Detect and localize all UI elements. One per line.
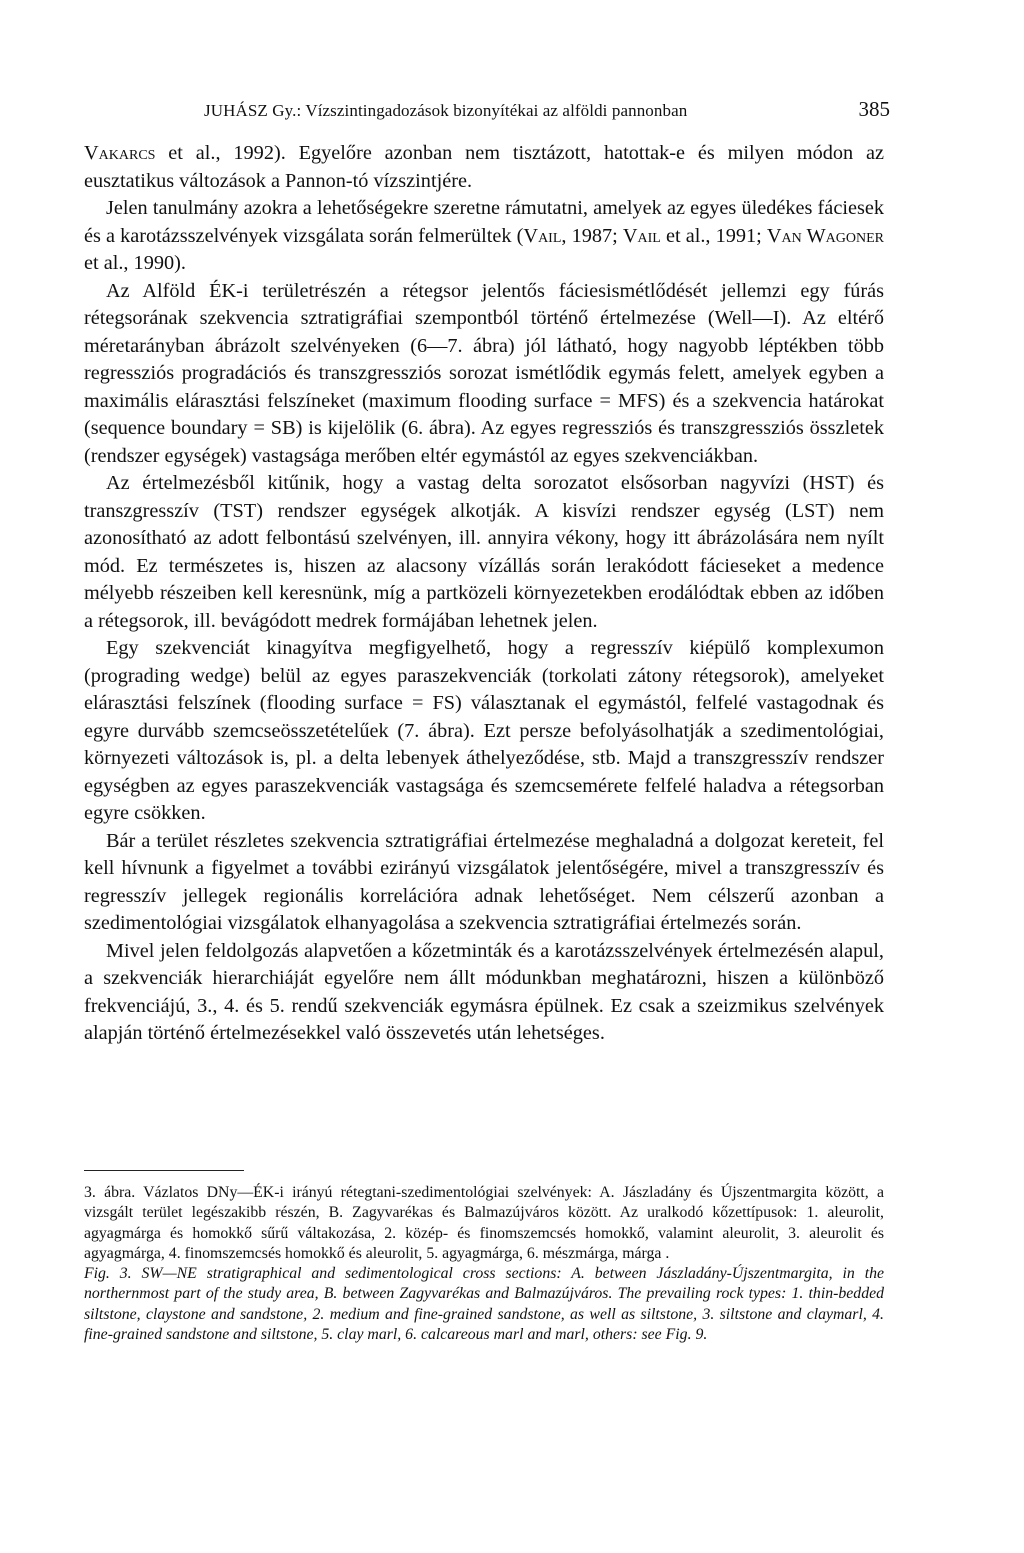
paragraph-1 [84,140,884,195]
paragraph-4: Az értelmezésből kitűnik, hogy a vastag delta sorozatot elsősorban nagyvízi (HST) és transzgresszív (TST) rendszer egységek alkotják. A kisvízi rendszer egység (LST) nem azonosítható az adott felbontású szelvényen, ill. annyira vékony, hogy itt ábrázolására nem nyílt mód. Ez természetes is, hiszen az alacsony vízállás során lerakódott fácieseket a medence mélyebb részeiben kell keresnünk, míg a partközeli környezetekben erodálódtak ebben az időben a rétegsorok, ill. bevágódott medrek formájában lehetnek jelen. [84,472,884,632]
paragraph-2-text-d: et al., 1990). [84,252,186,274]
author-citation: Vail [622,224,661,247]
caption-hungarian: 3. ábra. Vázlatos DNy—ÉK-i irányú rétegtani-szedimentológiai szelvények: A. Jászladány és Újszentmargita között, a vizsgált terület legészakibb részén, B. Zagyvarékas és Balmazújváros között. Az uralkodó kőzettípusok: 1. aleurolit, agyagmárga és homokkő sűrű váltakozása, 2. közép- és finomszemcsés homokkő, valamint aleurolit, 3. aleurolit és agyagmárga, 4. finomszemcsés homokkő és aleurolit, 5. agyagmárga, 6. mészmárga, márga . [84,1184,884,1262]
page-number: 385 [858,97,890,121]
paragraph-2-text-b: , 1987; [561,224,623,247]
paragraph-5: Egy szekvenciát kinagyítva megfigyelhető, hogy a regresszív kiépülő komplexumon (prograding wedge) belül az egyes paraszekvenciák (torkolati zátony rétegsorok), amelyeket elárasztási felszínek (flooding surface = FS) választanak el egymástól, felfelé vastagodnak és egyre durvább szemcseösszetételűek (7. ábra). Ezt persze befolyásolhatják a szedimentológiai, környezeti változások is, pl. a delta lebenyek áthelyeződése, stb. Majd a transzgresszív rendszer egységben az egyes paraszekvenciák vastagsága és szemcsemérete felfelé haladva a rétegsorban egyre csökken. [84,637,884,824]
footnote-divider [84,1170,244,1171]
paragraph-1-text: et al., 1992). Egyelőre azonban nem tisztázott, hatottak-e és milyen módon az eusztatikus változások a Pannon-tó vízszintjére. [84,142,884,192]
paragraph-3: Az Alföld ÉK-i területrészén a rétegsor jelentős fáciesismétlődését jellemzi egy fúrás rétegsorának szekvencia sztratigráfiai szempontból történő értelmezése (Well—I). Az eltérő méretarányban ábrázolt szelvényeken (6—7. ábra) jól látható, hogy nagyobb léptékben több regressziós progradációs és transzgressziós sorozat ismétlődik egymás felett, amelyek egyben a maximális elárasztási felszíneket (maximum flooding surface = MFS) és a szekvencia határokat (sequence boundary = SB) is kijelölik (6. ábra). Az egyes regressziós és transzgressziós összletek (rendszer egységek) vastagsága merőben eltér egymástól az egyes szekvenciákban. [84,279,884,467]
paragraph-7: Mivel jelen feldolgozás alapvetően a kőzetminták és a karotázsszelvények értelmezésén alapul, a szekvenciák hierarchiáját egyelőre nem állt módunkban meghatározni, hiszen a különböző frekvenciájú, 3., 4. és 5. rendű szekvenciák egymásra épülnek. Ez csak a szeizmikus szelvények alapján történő értelmezésekkel való összevetés után lehetséges. [84,939,884,1044]
paragraph-2-text-a: Jelen tanulmány azokra a lehetőségekre szeretne rámutatni, amelyek az egyes üledékes fáciesek és a karotázsszelvények vizsgálata során felmerültek ( [84,197,884,247]
running-title: JUHÁSZ Gy.: Vízszintingadozások bizonyítékai az alföldi pannonban [204,101,688,120]
paragraph-2-text-c: et al., 1991; [660,224,767,247]
running-header [204,97,890,127]
caption-english: Fig. 3. SW—NE stratigraphical and sedimentological cross sections: A. between Jászladány-Újszentmargita, in the northernmost part of the study area, B. between Zagyvarékas and Balmazújváros. The prevailing rock types: 1. thin-bedded siltstone, claystone and sandstone, 2. medium and fine-grained sandstone, as well as siltstone, 3. siltstone and claymarl, 4. fine-grained sandstone and siltstone, 5. clay marl, 6. calcareous marl and marl, others: see Fig. 9. [84,1265,884,1344]
paragraph-6: Bár a terület részletes szekvencia sztratigráfiai értelmezése meghaladná a dolgozat kereteit, fel kell hívnunk a figyelmet a további ezirányú vizsgálatok jelentőségére, mivel a transzgresszív és regresszív jellegek regionális korrelációra adnak lehetőséget. Nem célszerű azonban a szedimentológiai vizsgálatok elhanyagolása a szekvencia sztratigráfiai értelmezés során. [84,829,884,934]
figure-caption [84,1183,884,1345]
author-citation: Vakarcs [84,142,156,164]
article-body [84,140,884,1048]
author-citation: Vail [523,224,562,247]
paragraph-2 [84,195,884,278]
author-citation: Van Wagoner [766,224,884,247]
